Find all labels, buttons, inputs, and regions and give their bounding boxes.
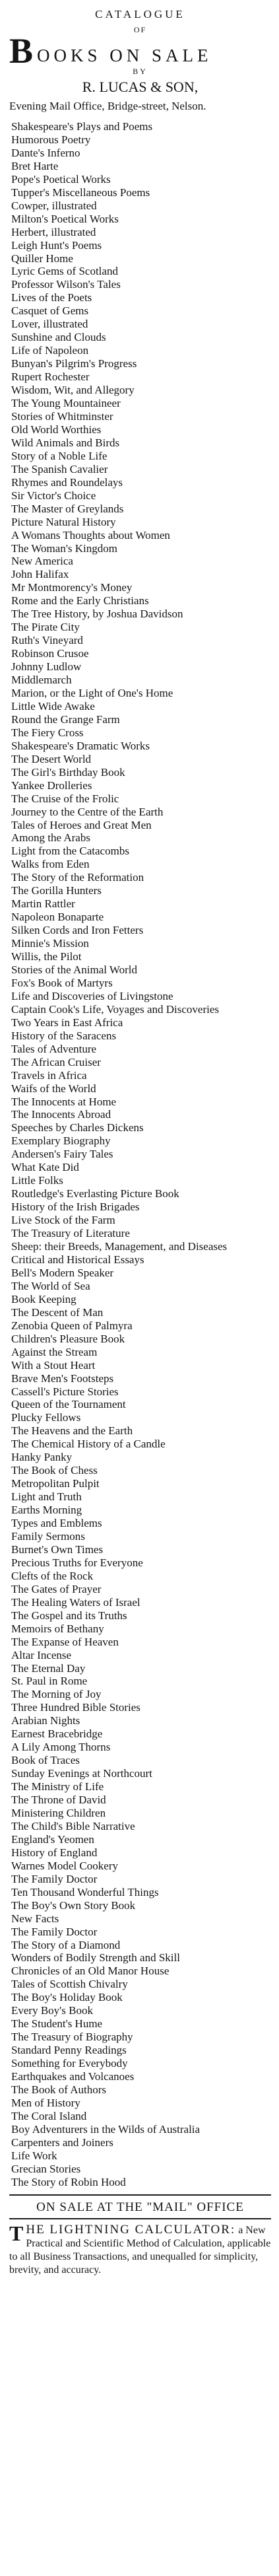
- book-title: Rupert Rochester: [11, 370, 90, 384]
- book-title: Bret Harte: [11, 159, 59, 172]
- book-title: The Book of Chess: [11, 1464, 98, 1477]
- book-title: The African Cruiser: [11, 1055, 101, 1068]
- book-title: The Gates of Prayer: [11, 1582, 102, 1595]
- book-title: Cassell's Picture Stories: [11, 1385, 119, 1398]
- book-title: Book of Traces: [11, 1754, 80, 1767]
- book-title: Tales of Adventure: [11, 1042, 97, 1055]
- book-title: With a Stout Heart: [11, 1358, 96, 1372]
- book-title: Life and Discoveries of Livingstone: [11, 989, 173, 1002]
- calculator-advert: [9, 2223, 271, 2277]
- book-title: Sunshine and Clouds: [11, 331, 106, 344]
- book-title: The Expanse of Heaven: [11, 1635, 119, 1648]
- book-title: Waifs of the World: [11, 1082, 96, 1095]
- book-title: Casquet of Gems: [11, 304, 89, 318]
- book-title: Stories of the Animal World: [11, 963, 137, 976]
- book-title: Little Folks: [11, 1174, 63, 1187]
- advert-body: a New Practical and Scientific Method of Calculation, applicable to all Business Transactions, and unequalled for simplicity, brevity, and accuracy.: [9, 2224, 271, 2276]
- book-title: Humorous Poetry: [11, 133, 91, 146]
- book-list: [9, 120, 271, 2189]
- book-title: Queen of the Tournament: [11, 1398, 126, 1411]
- book-title: New Facts: [11, 1912, 59, 1925]
- book-title: Robinson Crusoe: [11, 647, 89, 660]
- book-title: The Coral Island: [11, 2109, 87, 2122]
- book-title: Round the Grange Farm: [11, 713, 120, 726]
- book-title: Sir Victor's Choice: [11, 489, 96, 502]
- book-title: Andersen's Fairy Tales: [11, 1148, 113, 1161]
- book-title: Professor Wilson's Tales: [11, 278, 121, 291]
- book-title: The Young Mountaineer: [11, 397, 121, 410]
- book-title: Silken Cords and Iron Fetters: [11, 924, 144, 937]
- book-title: The Heavens and the Earth: [11, 1424, 133, 1438]
- book-title: Minnie's Mission: [11, 937, 89, 950]
- book-title: Sheep: their Breeds, Management, and Diseases: [11, 1240, 228, 1253]
- book-title: The Girl's Birthday Book: [11, 765, 125, 779]
- book-title: Travels in Africa: [11, 1068, 87, 1082]
- book-title: The World of Sea: [11, 1279, 90, 1292]
- books-on-sale-headline: [9, 31, 271, 71]
- book-title: Warnes Model Cookery: [11, 1859, 118, 1872]
- book-title: Leigh Hunt's Poems: [11, 238, 102, 252]
- book-title: The Story of the Reformation: [11, 871, 144, 884]
- book-title: Marion, or the Light of One's Home: [11, 686, 173, 699]
- book-title: The Treasury of Biography: [11, 2031, 133, 2044]
- book-title: Walks from Eden: [11, 858, 90, 871]
- book-title: The Boy's Holiday Book: [11, 1991, 123, 2004]
- book-title: Wild Animals and Birds: [11, 436, 120, 449]
- book-title: The Gospel and its Truths: [11, 1609, 127, 1622]
- book-title: Herbert, illustrated: [11, 225, 96, 238]
- book-title: The Descent of Man: [11, 1305, 104, 1319]
- divider-rule: [9, 2194, 271, 2196]
- book-title: The Master of Greylands: [11, 502, 124, 515]
- of-label: OF: [133, 25, 147, 34]
- book-title: Chronicles of an Old Manor House: [11, 1965, 170, 1978]
- book-title: Old World Worthies: [11, 423, 102, 436]
- book-title: History of England: [11, 1846, 98, 1859]
- book-title: The Innocents Abroad: [11, 1108, 111, 1121]
- book-title: Three Hundred Bible Stories: [11, 1701, 140, 1714]
- book-title: Dante's Inferno: [11, 146, 80, 159]
- book-title: Milton's Poetical Works: [11, 212, 119, 225]
- book-title: Arabian Nights: [11, 1714, 80, 1727]
- book-title: Altar Incense: [11, 1648, 72, 1661]
- book-title: Clefts of the Rock: [11, 1569, 94, 1582]
- on-sale-heading: ON SALE AT THE "MAIL" OFFICE: [36, 2200, 244, 2214]
- book-title: Wonders of Bodily Strength and Skill: [11, 1951, 180, 1965]
- book-title: Little Wide Awake: [11, 699, 95, 713]
- book-title: Light and Truth: [11, 1490, 82, 1504]
- office-address: Evening Mail Office, Bridge-street, Nelson.: [9, 100, 206, 112]
- book-title: The Cruise of the Frolic: [11, 792, 119, 805]
- headline-text: OOKS ON SALE: [37, 46, 212, 65]
- book-title: John Halifax: [11, 568, 69, 581]
- book-title: Earnest Bracebridge: [11, 1727, 103, 1741]
- book-title: Shakespeare's Dramatic Works: [11, 739, 150, 752]
- book-title: Rome and the Early Christians: [11, 594, 149, 608]
- book-title: Pope's Poetical Works: [11, 172, 111, 186]
- book-title: Cowper, illustrated: [11, 199, 97, 212]
- book-title: Life Work: [11, 2149, 57, 2162]
- divider-rule-2: [9, 2218, 271, 2219]
- by-label: BY: [133, 67, 148, 76]
- book-title: Two Years in East Africa: [11, 1016, 123, 1029]
- book-title: Carpenters and Joiners: [11, 2136, 113, 2149]
- book-title: Picture Natural History: [11, 515, 116, 528]
- book-title: The Morning of Joy: [11, 1688, 102, 1701]
- book-title: Mr Montmorency's Money: [11, 581, 133, 594]
- book-title: History of the Saracens: [11, 1029, 117, 1042]
- advert-dropcap: T: [9, 2221, 24, 2245]
- book-title: The Fiery Cross: [11, 726, 84, 739]
- book-title: Stories of Whitminster: [11, 409, 113, 423]
- book-title: Family Sermons: [11, 1529, 85, 1543]
- book-title: The Eternal Day: [11, 1661, 86, 1675]
- book-title: Tales of Heroes and Great Men: [11, 818, 152, 831]
- publisher-name: R. LUCAS & SON,: [82, 79, 199, 95]
- advert-lead: HE LIGHTNING CALCULATOR:: [26, 2222, 236, 2237]
- book-title: Bunyan's Pilgrim's Progress: [11, 357, 137, 370]
- book-title: Critical and Historical Essays: [11, 1253, 144, 1266]
- book-title: Tupper's Miscellaneous Poems: [11, 186, 150, 199]
- book-title: History of the Irish Brigades: [11, 1201, 140, 1214]
- book-title: The Child's Bible Narrative: [11, 1819, 135, 1832]
- book-title: The Ministry of Life: [11, 1780, 104, 1793]
- book-title: What Kate Did: [11, 1161, 79, 1174]
- book-title: The Innocents at Home: [11, 1095, 117, 1108]
- book-title: Precious Truths for Everyone: [11, 1556, 143, 1569]
- book-title: Hanky Panky: [11, 1451, 73, 1464]
- book-title: Memoirs of Bethany: [11, 1622, 104, 1635]
- book-title: Lives of the Poets: [11, 291, 92, 304]
- book-title: The Family Doctor: [11, 1925, 98, 1938]
- book-title: Bell's Modern Speaker: [11, 1266, 114, 1279]
- book-title: Among the Arabs: [11, 831, 90, 845]
- book-title: The Gorilla Hunters: [11, 884, 102, 897]
- book-title: The Book of Authors: [11, 2083, 107, 2097]
- book-title: The Family Doctor: [11, 1872, 98, 1885]
- book-title: Willis, the Pilot: [11, 950, 82, 963]
- book-title: Life of Napoleon: [11, 344, 89, 357]
- book-title: Johnny Ludlow: [11, 660, 82, 674]
- book-title: Martin Rattler: [11, 897, 75, 911]
- book-title: Live Stock of the Farm: [11, 1214, 115, 1227]
- book-title: The Treasury of Literature: [11, 1227, 130, 1240]
- book-title: Metropolitan Pulpit: [11, 1477, 100, 1490]
- book-title: Earthquakes and Volcanoes: [11, 2070, 135, 2083]
- book-title: Middlemarch: [11, 674, 72, 687]
- book-title: Boy Adventurers in the Wilds of Australia: [11, 2122, 201, 2136]
- book-title: Light from the Catacombs: [11, 845, 129, 858]
- book-title: Burnet's Own Times: [11, 1543, 104, 1556]
- book-title: The Pirate City: [11, 621, 80, 634]
- book-title: The Desert World: [11, 752, 92, 765]
- book-title: Ten Thousand Wonderful Things: [11, 1885, 159, 1898]
- headline-dropcap: B: [9, 31, 34, 71]
- book-title: Tales of Scottish Chivalry: [11, 1978, 128, 1991]
- book-title: England's Yeomen: [11, 1832, 94, 1846]
- book-title: The Woman's Kingdom: [11, 541, 117, 555]
- book-title: Zenobia Queen of Palmyra: [11, 1319, 133, 1332]
- book-title: A Lily Among Thorns: [11, 1741, 111, 1754]
- book-title: Quiller Home: [11, 252, 73, 265]
- book-title: Grecian Stories: [11, 2162, 81, 2175]
- book-title: Lyric Gems of Scotland: [11, 265, 118, 278]
- book-title: Routledge's Everlasting Picture Book: [11, 1187, 179, 1201]
- book-title: Story of a Noble Life: [11, 449, 108, 462]
- book-title: Book Keeping: [11, 1292, 77, 1305]
- book-title: Journey to the Centre of the Earth: [11, 805, 164, 818]
- book-title: Plucky Fellows: [11, 1411, 81, 1424]
- book-title: Captain Cook's Life, Voyages and Discoveries: [11, 1002, 219, 1016]
- book-title: A Womans Thoughts about Women: [11, 528, 170, 541]
- book-title: Children's Pleasure Book: [11, 1332, 125, 1345]
- book-title: Rhymes and Roundelays: [11, 475, 123, 489]
- book-title: The Boy's Own Story Book: [11, 1898, 136, 1912]
- book-title: Wisdom, Wit, and Allegory: [11, 384, 135, 397]
- book-title: Ministering Children: [11, 1807, 106, 1819]
- catalogue-heading: CATALOGUE: [95, 8, 185, 20]
- book-title: The Tree History, by Joshua Davidson: [11, 608, 183, 621]
- book-title: New Americа: [11, 555, 73, 568]
- book-title: Yankee Drolleries: [11, 779, 92, 792]
- book-title: Men of History: [11, 2096, 80, 2109]
- book-title: Ruth's Vineyard: [11, 634, 83, 647]
- book-title: Shakespeare's Plays and Poems: [11, 120, 153, 133]
- book-title: The Story of a Diamond: [11, 1938, 121, 1951]
- book-title: The Student's Hume: [11, 2017, 103, 2031]
- book-title: Something for Everybody: [11, 2057, 128, 2070]
- book-title: Speeches by Charles Dickens: [11, 1121, 144, 1134]
- book-title: The Spanish Cavalier: [11, 462, 108, 475]
- book-title: Standard Penny Readings: [11, 2044, 127, 2057]
- book-title: St. Paul in Rome: [11, 1675, 88, 1688]
- book-title: Brave Men's Footsteps: [11, 1372, 114, 1385]
- book-title: Types and Emblems: [11, 1517, 102, 1530]
- book-title: The Healing Waters of Israel: [11, 1595, 140, 1609]
- book-title: Lover, illustrated: [11, 318, 88, 331]
- book-title: The Chemical History of a Candle: [11, 1438, 166, 1451]
- book-title: Every Boy's Book: [11, 2004, 93, 2017]
- book-title: Exemplary Biography: [11, 1134, 111, 1148]
- book-title: Napoleon Bonaparte: [11, 911, 104, 924]
- book-title: The Throne of David: [11, 1793, 106, 1807]
- book-title: Against the Stream: [11, 1345, 98, 1358]
- book-title: Fox's Book of Martyrs: [11, 976, 113, 989]
- book-title: Earths Morning: [11, 1504, 82, 1517]
- book-title: The Story of Robin Hood: [11, 2175, 126, 2188]
- book-title: Sunday Evenings at Northcourt: [11, 1767, 152, 1780]
